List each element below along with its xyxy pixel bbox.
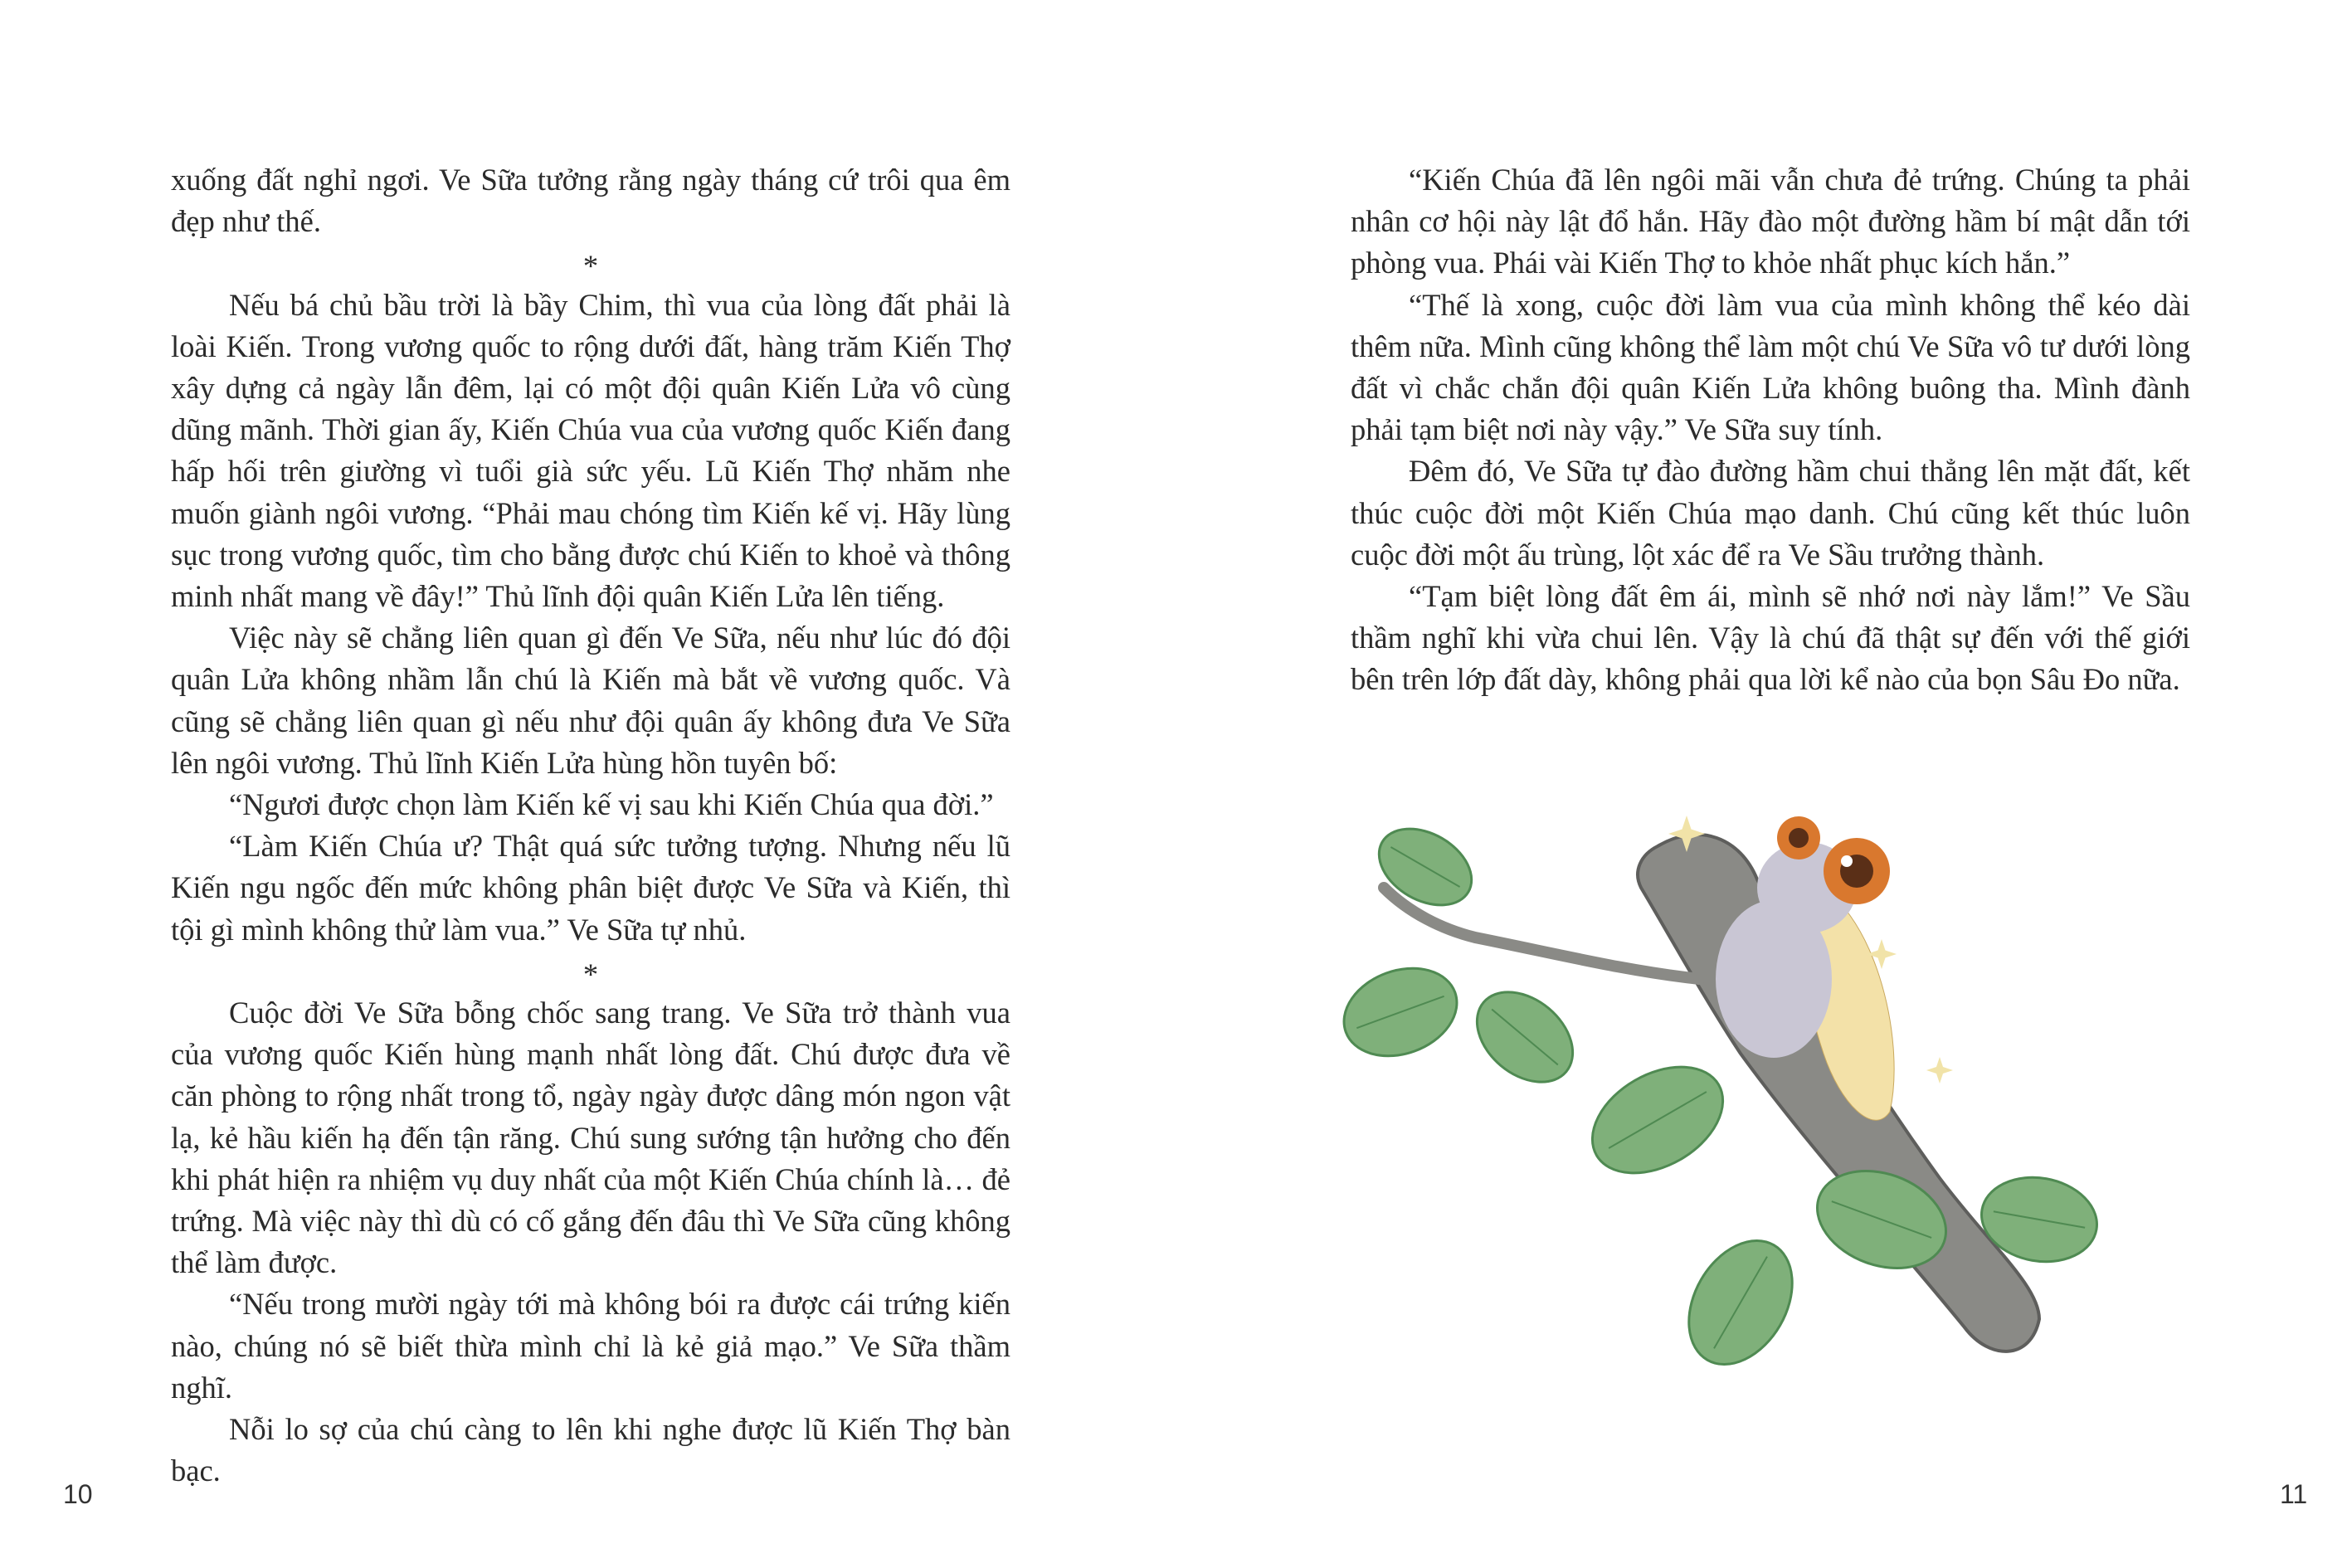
paragraph: “Nếu trong mười ngày tới mà không bói ra được cái trứng kiến nào, chúng nó sẽ biết thừa mình chỉ là kẻ giả mạo.” Ve Sữa thầm nghĩ.	[171, 1287, 1010, 1405]
paragraph: Nỗi lo sợ của chú càng to lên khi nghe được lũ Kiến Thợ bàn bạc.	[171, 1412, 1010, 1488]
paragraph: Nếu bá chủ bầu trời là bầy Chim, thì vua của lòng đất phải là loài Kiến. Trong vương quốc to rộng dưới đất, hàng trăm Kiến Thợ xây dựng cả ngày lẫn đêm, lại có một đội quân Kiến Lửa vô cùng dũng mãnh. Thời gian ấy, Kiến Chúa vua của vương quốc Kiến đang hấp hối trên giường vì tuổi già sức yếu. Lũ Kiến Thợ nhăm nhe muốn giành ngôi vương. “Phải mau chóng tìm Kiến kế vị. Hãy lùng sục trong vương quốc, tìm cho bằng được chú Kiến to khoẻ và thông minh nhất mang về đây!” Thủ lĩnh đội quân Kiến Lửa lên tiếng.	[171, 287, 1010, 614]
left-page-text	[171, 159, 1010, 1492]
page-number-left: 10	[63, 1479, 93, 1509]
right-page-text	[1351, 159, 2190, 701]
paragraph: “Tạm biệt lòng đất êm ái, mình sẽ nhớ nơi này lắm!” Ve Sầu thầm nghĩ khi vừa chui lên. Vậy là chú đã thật sự đến với thế giới bên trên lớp đất dày, không phải qua lời kể nào của bọn Sâu Đo nữa.	[1351, 579, 2190, 697]
right-page	[1176, 0, 2352, 1568]
paragraph: “Ngươi được chọn làm Kiến kế vị sau khi Kiến Chúa qua đời.”	[229, 787, 994, 822]
paragraph: “Kiến Chúa đã lên ngôi mãi vẫn chưa đẻ trứng. Chúng ta phải nhân cơ hội này lật đổ hắn. Hãy đào một đường hầm bí mật dẫn tới phòng vua. Phái vài Kiến Thợ to khỏe nhất phục kích hắn.”	[1351, 163, 2190, 280]
paragraph: “Thế là xong, cuộc đời làm vua của mình không thể kéo dài thêm nữa. Mình cũng không thể làm một chú Ve Sữa vô tư dưới lòng đất vì chắc chắn đội quân Kiến Lửa không buông tha. Mình đành phải tạm biệt nơi này vậy.” Ve Sữa suy tính.	[1351, 287, 2190, 447]
cicada-illustration	[1309, 788, 2139, 1385]
sparkle-icon	[1926, 1057, 1953, 1083]
section-separator: *	[582, 249, 599, 284]
paragraph: Việc này sẽ chẳng liên quan gì đến Ve Sữa, nếu như lúc đó đội quân Lửa không nhầm lẫn chú là Kiến mà bắt về vương quốc. Và cũng sẽ chẳng liên quan gì nếu như đội quân ấy không đưa Ve Sữa lên ngôi vương. Thủ lĩnh Kiến Lửa hùng hồn tuyên bố:	[171, 621, 1010, 780]
paragraph: Cuộc đời Ve Sữa bỗng chốc sang trang. Ve Sữa trở thành vua của vương quốc Kiến hùng mạnh nhất lòng đất. Chú được đưa về căn phòng to rộng nhất trong tổ, ngày ngày được dâng món ngon vật lạ, kẻ hầu kiến hạ đến tận răng. Chú sung sướng tận hưởng cho đến khi phát hiện ra nhiệm vụ duy nhất của một Kiến Chúa chính là… đẻ trứng. Mà việc này thì dù có cố gắng đến đâu thì Ve Sữa cũng không thể làm được.	[171, 996, 1010, 1280]
paragraph: “Làm Kiến Chúa ư? Thật quá sức tưởng tượng. Nhưng nếu lũ Kiến ngu ngốc đến mức không phân biệt được Ve Sữa và Kiến, thì tội gì mình không thử làm vua.” Ve Sữa tự nhủ.	[171, 829, 1010, 947]
paragraph: xuống đất nghỉ ngơi. Ve Sữa tưởng rằng ngày tháng cứ trôi qua êm đẹp như thế.	[171, 163, 1010, 239]
section-separator: *	[582, 957, 599, 991]
page-number-right: 11	[2280, 1479, 2308, 1509]
paragraph: Đêm đó, Ve Sữa tự đào đường hầm chui thẳng lên mặt đất, kết thúc cuộc đời một Kiến Chúa mạo danh. Chú cũng kết thúc luôn cuộc đời một ấu trùng, lột xác để ra Ve Sầu trưởng thành.	[1351, 454, 2190, 572]
